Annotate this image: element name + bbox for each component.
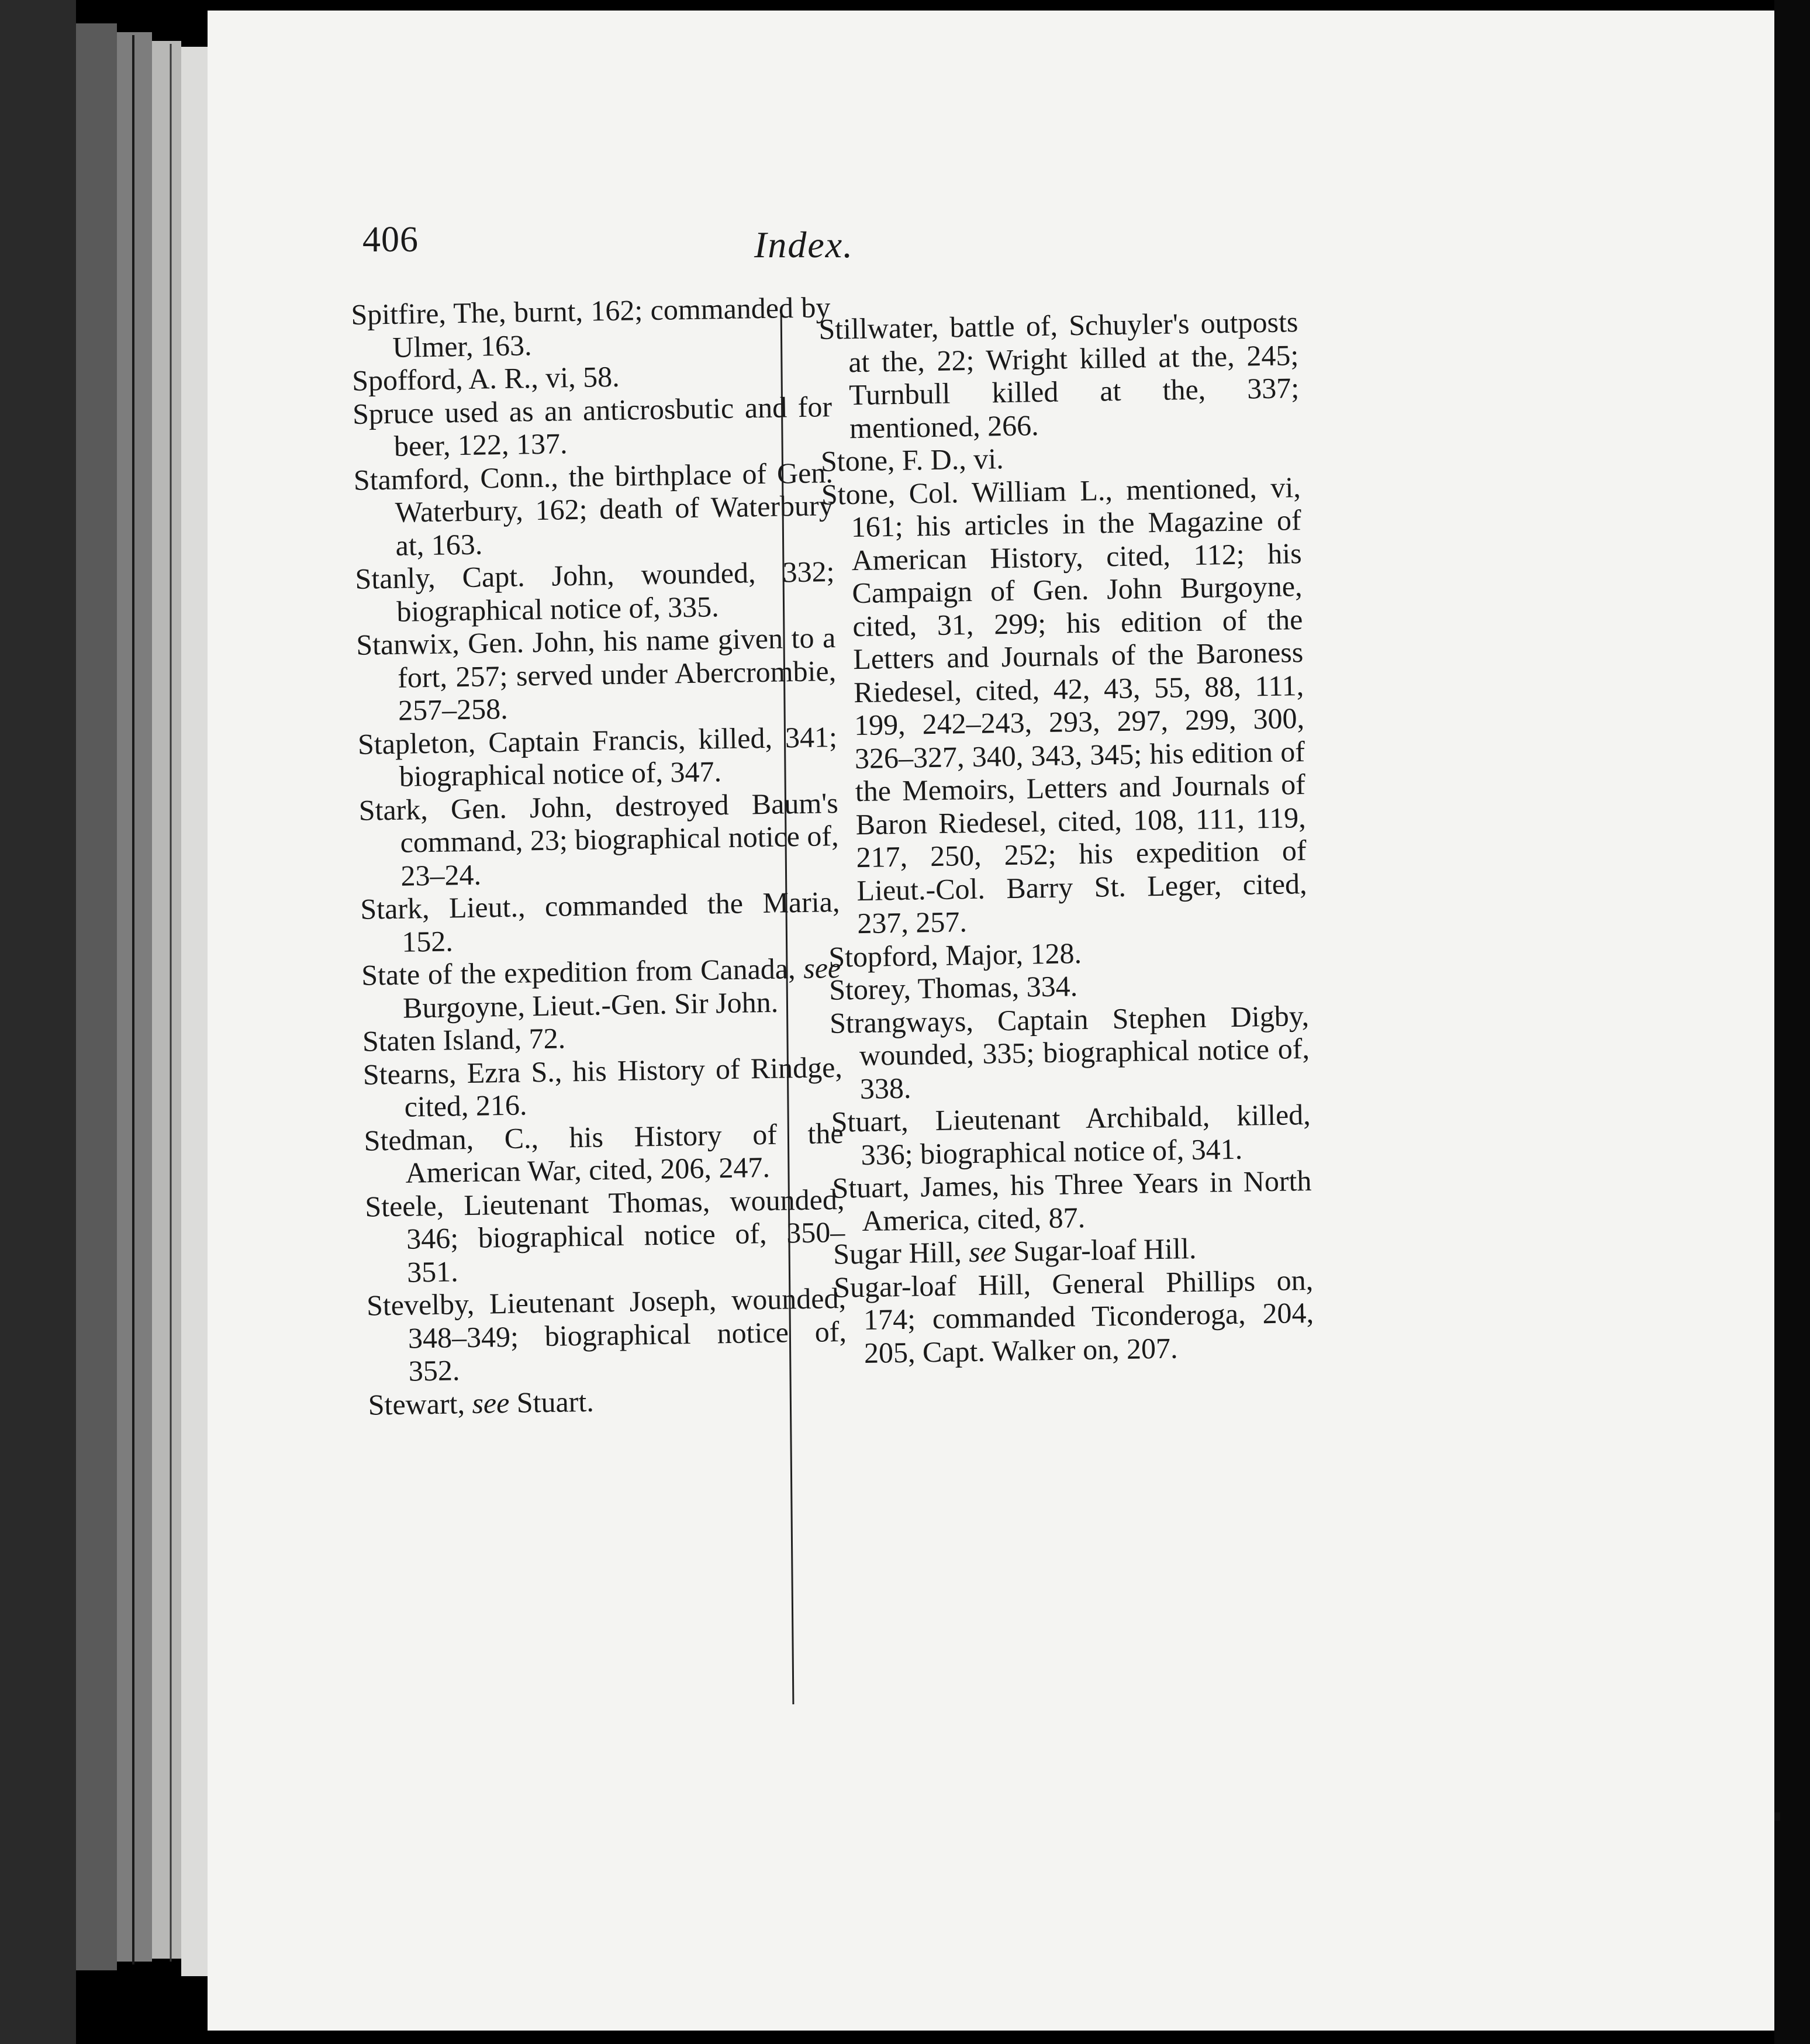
index-entry-text: Sugar-loaf Hill. [1013,1232,1197,1268]
index-entry-text: Spruce used as an anticrosbutic and for beer, 122, 137. [352,389,833,462]
index-entry [367,1282,848,1388]
index-column-left [351,291,848,1421]
index-entry-text: Steele, Lieutenant Thomas, wounded, 346; biographical notice of, 350–351. [364,1182,845,1289]
index-entry-text: Stedman, C., his History of the American War, cited, 206, 247. [364,1116,844,1189]
index-entry-text: Strangways, Captain Stephen Digby, wounded, 335; biographical notice of, 338. [829,999,1310,1105]
index-entry-text: Stuart, James, his Three Years in North America, cited, 87. [832,1163,1312,1237]
index-entry [830,999,1311,1105]
index-entry-text: Stevelby, Lieutenant Joseph, wounded, 348–349; biographical notice of, 352. [366,1281,847,1387]
index-entry [360,885,841,959]
index-entry [364,1116,844,1190]
index-entry [834,1263,1315,1369]
index-entry-text: Spitfire, The, burnt, 162; commanded by Ulmer, 163. [351,291,831,364]
index-entry-text: Stapleton, Captain Francis, killed, 341; biographical notice of, 347. [357,720,838,793]
index-entry [353,390,833,464]
index-column-right [818,305,1314,1370]
page-stack-edge [181,47,208,1976]
binding-shadow [1774,0,1810,2044]
index-entry [831,1098,1311,1172]
index-entry-text: Stuart. [516,1384,595,1419]
index-entry-text: Stewart, [368,1386,465,1421]
index-entry-text: Stark, Gen. John, destroyed Baum's command, 23; biographical notice of, 23–24. [358,786,839,892]
see-reference: see [803,951,841,985]
index-entry-text: Stillwater, battle of, Schuyler's outposts at the, 22; Wright killed at the, 245; Turnbull killed at the, 337; mentioned, 266. [818,305,1300,444]
index-entry [361,951,842,1025]
index-entry-text: Storey, Thomas, 334. [828,969,1078,1006]
see-reference: see [471,1386,510,1420]
index-entry [355,555,835,629]
index-entry-text: Stanly, Capt. John, wounded, 332; biographical notice of, 335. [355,555,835,628]
index-entry [353,456,834,562]
index-entry-text: State of the expedition from Canada, [361,952,796,992]
index-entry-text: Sugar-loaf Hill, General Phillips on, 174; commanded Ticonderoga, 204, 205, Capt. Walker on, 207. [833,1263,1314,1369]
index-entry [351,291,831,364]
index-entry [356,621,837,727]
index-entry-text: Stone, F. D., vi. [820,442,1004,478]
index-entry-text: Stamford, Conn., the birthplace of Gen. Waterbury, 162; death of Waterbury at, 163. [353,455,834,562]
page-stack-edge [0,0,76,2044]
index-entry-text: Sugar Hill, [833,1235,962,1270]
index-entry-text: Stone, Col. William L., mentioned, vi, 161; his articles in the Magazine of American History, cited, 112; his Campaign of Gen. John Burgoyne, cited, 31, 299; his edition of the Letters and Journals of the Baroness Riedesel, cited, 42, 43, 55, 88, 111, 199, 242–243, 293, 297, 299, 300, 326–327, 340, 343, 345; his edition of the Memoirs, Letters and Journals of Baron Riedesel, cited, 108, 111, 119, 217, 250, 252; his expedition of Lieut.-Col. Barry St. Leger, cited, 237, 257. [821,470,1307,940]
index-entry-text: Stearns, Ezra S., his History of Rindge, cited, 216. [362,1050,843,1123]
index-entry-text: Burgoyne, Lieut.-Gen. Sir John. [402,985,779,1024]
index-entry [358,720,838,794]
index-entry-text: Stopford, Major, 128. [828,936,1082,973]
index-entry-text: Stanwix, Gen. John, his name given to a fort, 257; served under Abercrombie, 257–258. [355,621,837,727]
page-stack-edge [152,41,181,1959]
see-reference: see [968,1235,1007,1269]
index-entry [832,1164,1312,1238]
index-entry-text: Staten Island, 72. [362,1021,566,1058]
index-entry-text: Stark, Lieut., commanded the Maria, 152. [360,885,840,958]
index-entry [358,786,840,893]
index-entry [821,471,1307,941]
page-number: 406 [362,220,419,260]
page-stack-edge [76,23,117,1970]
index-entry-text: Stuart, Lieutenant Archibald, killed, 336; biographical notice of, 341. [831,1097,1311,1171]
index-entry [365,1182,846,1289]
index-entry [818,305,1300,445]
running-head-title: Index. [754,224,854,265]
index-entry-text: Spofford, A. R., vi, 58. [351,360,620,397]
index-entry [362,1050,843,1124]
